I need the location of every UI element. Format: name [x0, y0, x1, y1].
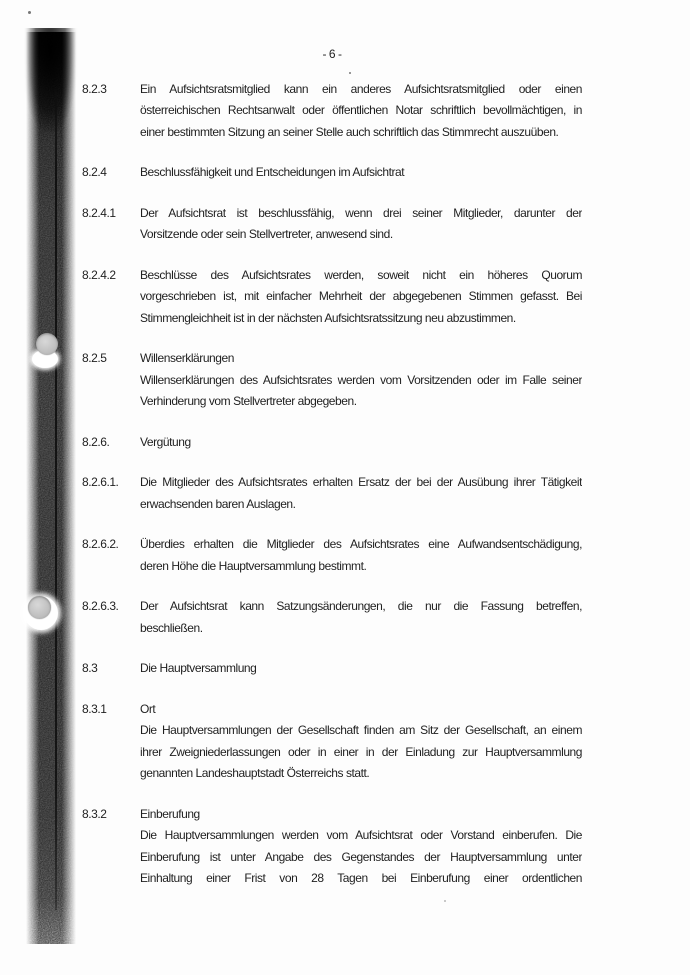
body-line: Ein Aufsichtsratsmitglied kann ein anderes Aufsichtsratsmitglied oder einen — [140, 81, 582, 96]
section-number: 8.2.4.1 — [82, 205, 116, 220]
section-number: 8.2.3 — [82, 81, 107, 96]
section-8-3-1 — [82, 699, 582, 785]
body-line: Einberufung ist unter Angabe des Gegenstandes der Hauptversammlung unter — [140, 849, 582, 864]
body-line: ihrer Zweigniederlassungen oder in einer in der Einladung zur Hauptversammlung — [140, 744, 582, 759]
body-line: beschließen. — [140, 620, 203, 635]
body-line: Verhinderung vom Stellvertreter abgegeben. — [140, 394, 357, 408]
section-heading: Vergütung — [140, 434, 191, 449]
section-8-2-6 — [82, 432, 582, 454]
section-8-2-6-1 — [82, 472, 582, 515]
section-content — [140, 596, 582, 639]
section-heading: Ort — [140, 701, 156, 716]
scan-dark-blob — [24, 28, 78, 132]
section-content — [140, 203, 582, 246]
section-8-2-3 — [82, 79, 582, 144]
body-line: Die Hauptversammlungen werden vom Aufsichtsrat oder Vorstand einberufen. Die — [140, 828, 582, 842]
section-content — [140, 265, 582, 330]
spine-fold-line — [55, 92, 57, 910]
body-line: österreichischen Rechtsanwalt oder öffentlichen Notar schriftlich bevollmächtigen, in — [140, 103, 582, 117]
punch-hole-icon — [28, 596, 51, 619]
body-line: Der Aufsichtsrat ist beschlussfähig, wenn drei seiner Mitglieder, darunter der — [140, 205, 582, 220]
body-line: vorgeschrieben ist, mit einfacher Mehrheit der abgegebenen Stimmen gefasst. Bei — [140, 289, 582, 303]
section-heading: Beschlussfähigkeit und Entscheidungen im Aufsichtrat — [140, 165, 405, 179]
body-line: deren Höhe die Hauptversammlung bestimmt. — [140, 558, 367, 573]
section-heading: Die Hauptversammlung — [140, 661, 257, 675]
section-content — [140, 658, 582, 680]
section-number: 8.2.5 — [82, 351, 107, 365]
section-number: 8.2.6.2. — [82, 537, 119, 551]
section-8-2-4 — [82, 162, 582, 184]
section-content — [140, 432, 582, 454]
body-line: Vorsitzende oder sein Stellvertreter, anwesend sind. — [140, 227, 393, 241]
section-heading: Einberufung — [140, 806, 200, 821]
body-line: Einhaltung einer Frist von 28 Tagen bei Einberufung einer ordentlichen — [140, 871, 582, 885]
section-content — [140, 162, 582, 184]
scan-speck — [28, 11, 31, 14]
scan-binding-edge — [26, 32, 76, 944]
section-8-2-6-3 — [82, 596, 582, 639]
section-number: 8.2.6. — [82, 434, 110, 449]
body-line: Überdies erhalten die Mitglieder des Aufsichtsrates eine Aufwandsentschädigung, — [140, 537, 582, 551]
section-8-2-5 — [82, 348, 582, 413]
section-number: 8.2.4.2 — [82, 267, 116, 282]
page-number: - 6 - — [322, 47, 342, 61]
body-line: Willenserklärungen des Aufsichtsrates werden vom Vorsitzenden oder im Falle seiner — [140, 372, 582, 387]
section-content — [140, 534, 582, 577]
body-line: erwachsenden baren Auslagen. — [140, 496, 296, 511]
punch-hole-icon — [36, 333, 58, 355]
body-line: einer bestimmten Sitzung an seiner Stelle auch schriftlich das Stimmrecht auszuüben. — [140, 124, 559, 139]
section-content — [140, 79, 582, 144]
section-number: 8.2.6.1. — [82, 475, 119, 489]
body-line: Der Aufsichtsrat kann Satzungsänderungen, die nur die Fassung betreffen, — [140, 599, 582, 613]
body-line: Beschlüsse des Aufsichtsrates werden, soweit nicht ein höheres Quorum — [140, 267, 582, 282]
section-8-3 — [82, 658, 582, 680]
section-content — [140, 472, 582, 515]
section-content — [140, 348, 582, 413]
section-number: 8.3.1 — [82, 701, 107, 716]
scan-noise-texture — [26, 32, 76, 944]
section-number: 8.3 — [82, 661, 98, 675]
section-number: 8.3.2 — [82, 806, 107, 821]
section-8-2-6-2 — [82, 534, 582, 577]
section-content — [140, 804, 582, 890]
section-content — [140, 699, 582, 785]
section-8-2-4-2 — [82, 265, 582, 330]
body-line: Die Hauptversammlungen der Gesellschaft finden am Sitz der Gesellschaft, an einem — [140, 723, 582, 737]
body-line: Die Mitglieder des Aufsichtsrates erhalten Ersatz der bei der Ausübung ihrer Tätigkeit — [140, 475, 582, 489]
section-heading: Willenserklärungen — [140, 351, 234, 365]
body-line: genannten Landeshauptstadt Österreichs statt. — [140, 766, 370, 780]
section-8-3-2 — [82, 804, 582, 890]
document-content — [82, 44, 582, 909]
body-line: Stimmengleichheit ist in der nächsten Aufsichtsratssitzung neu abzustimmen. — [140, 310, 516, 325]
section-8-2-4-1 — [82, 203, 582, 246]
section-number: 8.2.6.3. — [82, 599, 119, 613]
section-number: 8.2.4 — [82, 165, 107, 179]
